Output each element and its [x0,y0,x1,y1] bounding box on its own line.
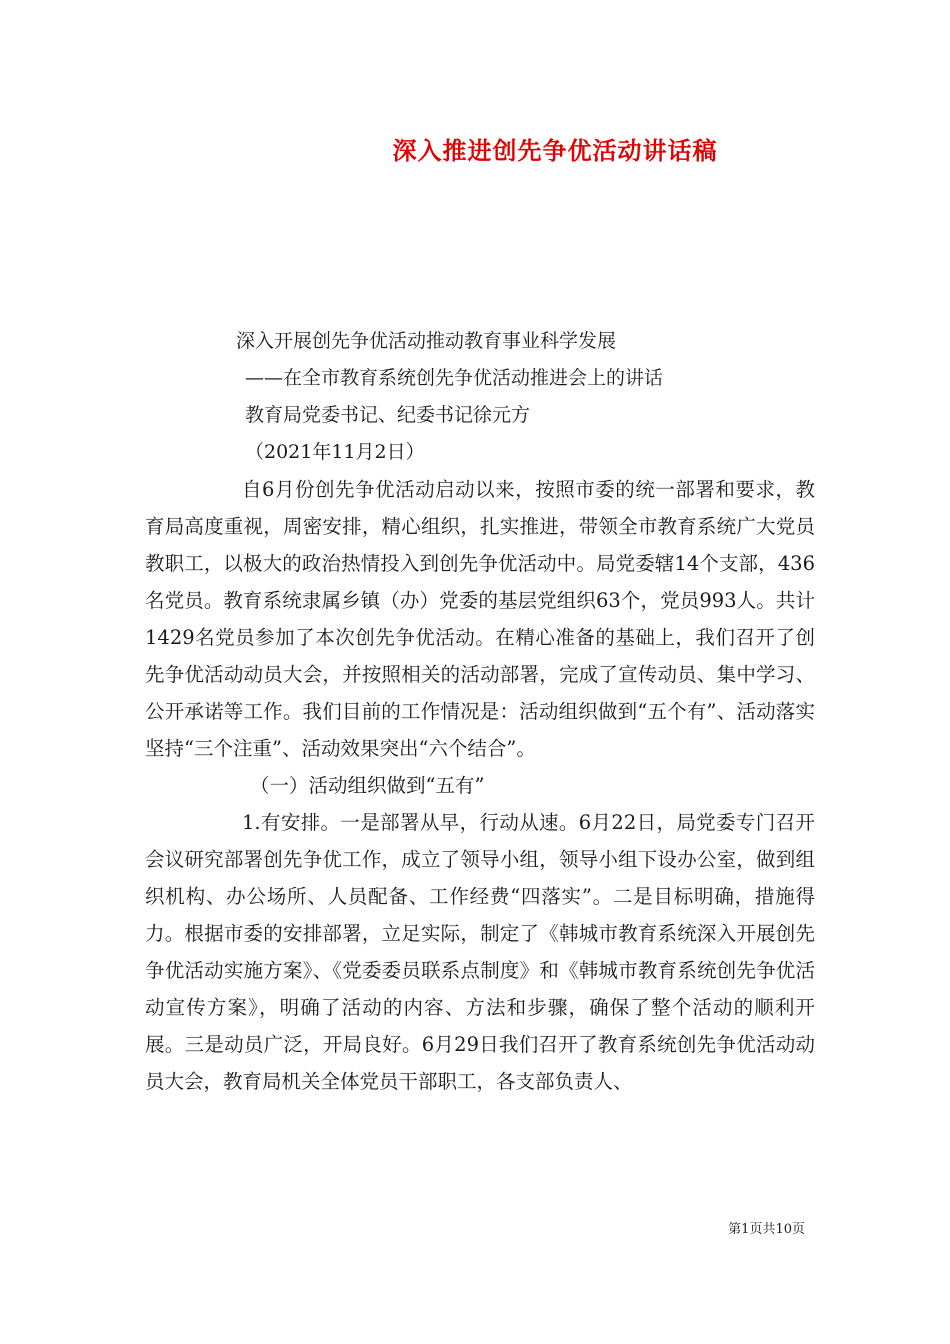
speaker-line: 教育局党委书记、纪委书记徐元方 [245,404,531,426]
document-title: 深入推进创先争优活动讲话稿 [392,137,718,165]
speech-title: 深入开展创先争优活动推动教育事业科学发展 [236,330,617,352]
page-number: 第1页共10页 [728,1222,805,1237]
paragraph-arrangement: 1.有安排。一是部署从早，行动从速。6月22日，局党委专门召开会议研究部署创先争优工作，成立了领导小组，领导小组下设办公室，做到组织机构、办公场所、人员配备、工作经费“四落实”。二是目标明确，措施得力。根据市委的安排部署，立足实际，制定了《韩城市教育系统深入开展创先争优活动实施方案》、《党委委员联系点制度》和《韩城市教育系统创先争优活动宣传方案》，明确了活动的内容、方法和步骤，确保了整个活动的顺利开展。三是动员广泛，开局良好。6月29日我们召开了教育系统创先争优活动动员大会，教育局机关全体党员干部职工，各支部负责人、 [145,811,815,1093]
paragraph-intro: 自6月份创先争优活动启动以来，按照市委的统一部署和要求，教育局高度重视，周密安排，精心组织，扎实推进，带领全市教育系统广大党员教职工，以极大的政治热情投入到创先争优活动中。局党委辖14个支部，436名党员。教育系统隶属乡镇（办）党委的基层党组织63个，党员993人。共计1429名党员参加了本次创先争优活动。在精心准备的基础上，我们召开了创先争优活动动员大会，并按照相关的活动部署，完成了宣传动员、集中学习、公开承诺等工作。我们目前的工作情况是：活动组织做到“五个有”、活动落实坚持“三个注重”、活动效果突出“六个结合”。 [145,478,815,760]
body-text [145,471,815,1100]
speech-subtitle: ——在全市教育系统创先争优活动推进会上的讲话 [245,367,664,389]
speech-date: （2021年11月2日） [245,441,425,463]
section-heading: （一）活动组织做到“五有” [250,774,485,797]
